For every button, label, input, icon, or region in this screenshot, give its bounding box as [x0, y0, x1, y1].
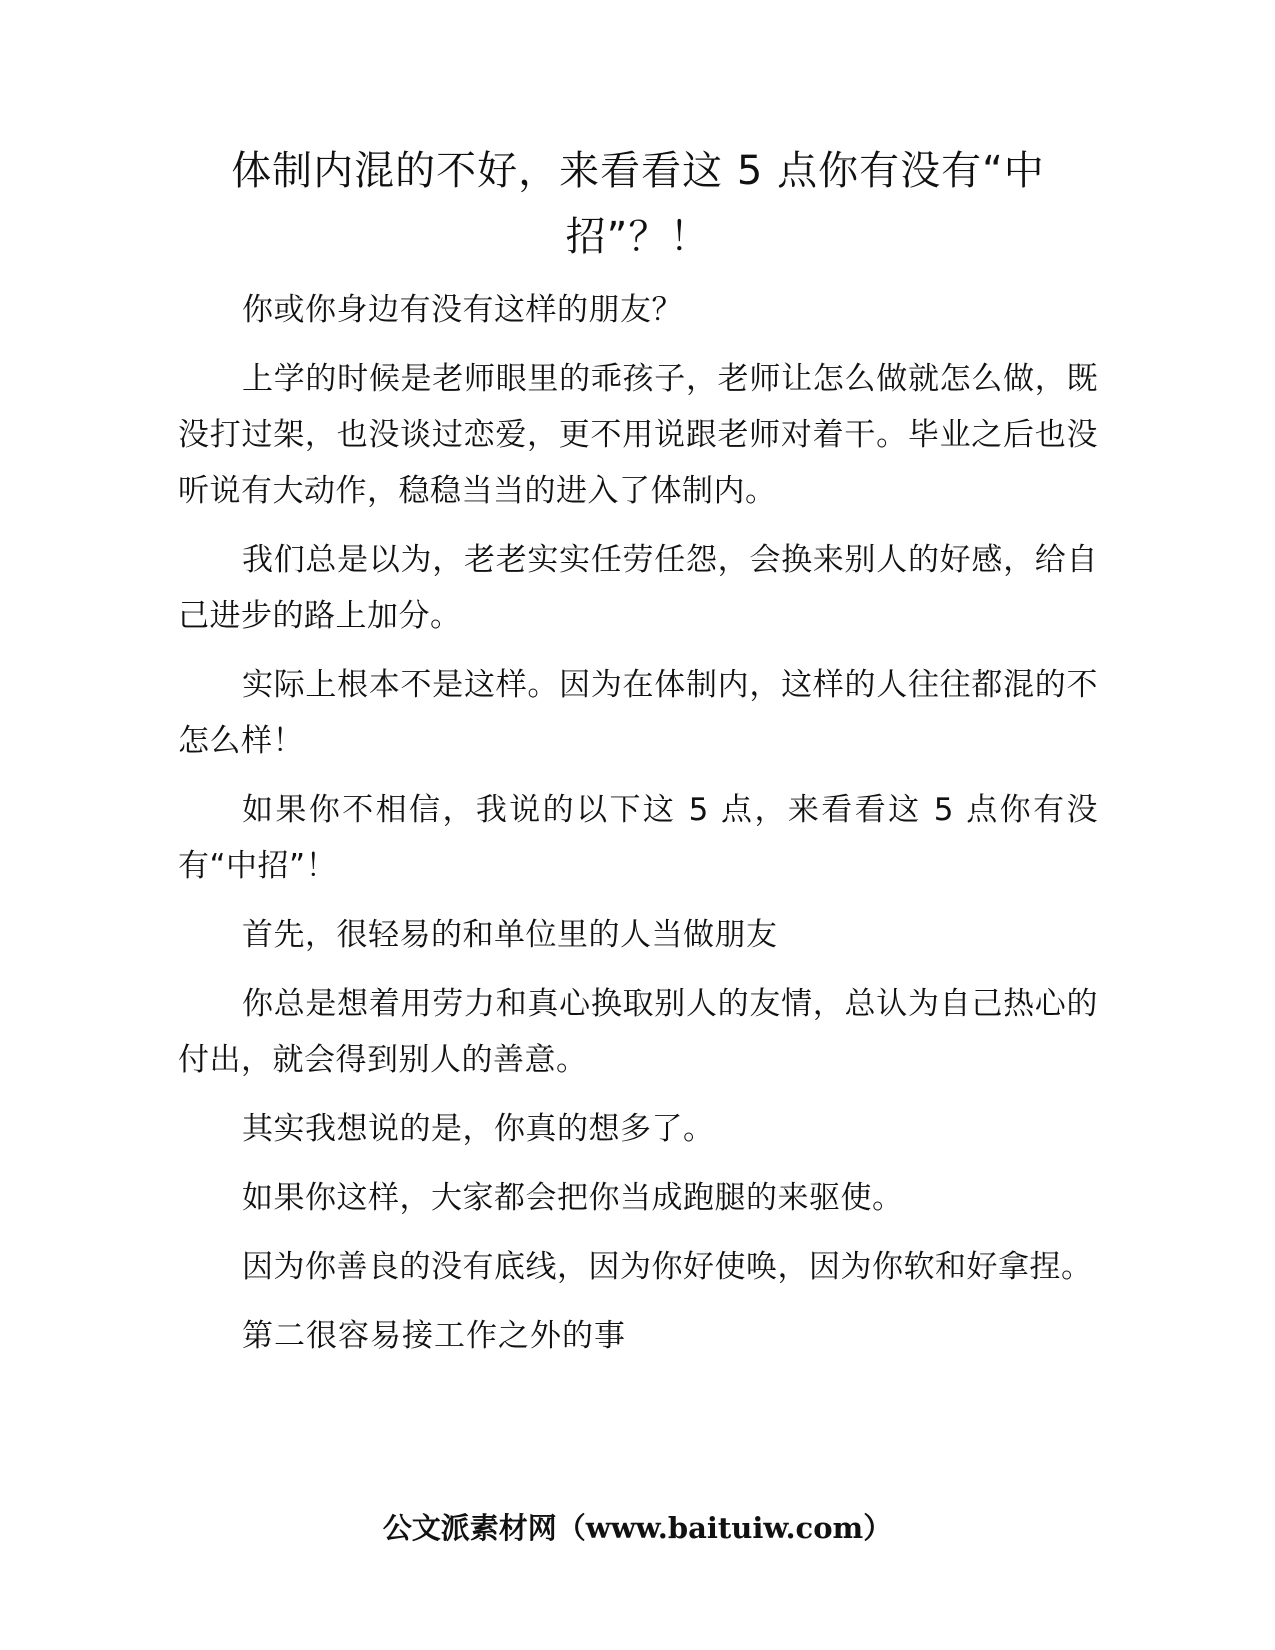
document-title: 体制内混的不好，来看看这 5 点你有没有“中招”？！ — [231, 148, 1045, 260]
paragraph-1: 你或你身边有没有这样的朋友？ — [242, 292, 683, 328]
paragraph-3: 我们总是以为，老老实实任劳任怨，会换来别人的好感，给自己进步的路上加分。 — [178, 542, 1098, 634]
paragraph-7: 你总是想着用劳力和真心换取别人的友情，总认为自己热心的付出，就会得到别人的善意。 — [178, 986, 1098, 1078]
section-heading-second-point: 第二很容易接工作之外的事 — [242, 1318, 626, 1354]
paragraph-8: 其实我想说的是，你真的想多了。 — [242, 1111, 715, 1147]
paragraph-4: 实际上根本不是这样。因为在体制内，这样的人往往都混的不怎么样！ — [178, 667, 1098, 759]
paragraph-2: 上学的时候是老师眼里的乖孩子，老师让怎么做就怎么做，既没打过架，也没谈过恋爱，更不用说跟老师对着干。毕业之后也没听说有大动作，稳稳当当的进入了体制内。 — [178, 361, 1098, 509]
paragraph-9: 如果你这样，大家都会把你当成跑腿的来驱使。 — [242, 1180, 904, 1216]
paragraph-6-first-point: 首先，很轻易的和单位里的人当做朋友 — [242, 917, 778, 953]
document-body — [178, 282, 1098, 1377]
footer-watermark: 公文派素材网（www.baituiw.com） — [382, 1511, 893, 1545]
paragraph-10: 因为你善良的没有底线，因为你好使唤，因为你软和好拿捏。 — [242, 1249, 1093, 1285]
paragraph-5: 如果你不相信，我说的以下这 5 点，来看看这 5 点你有没有“中招”！ — [178, 792, 1098, 884]
